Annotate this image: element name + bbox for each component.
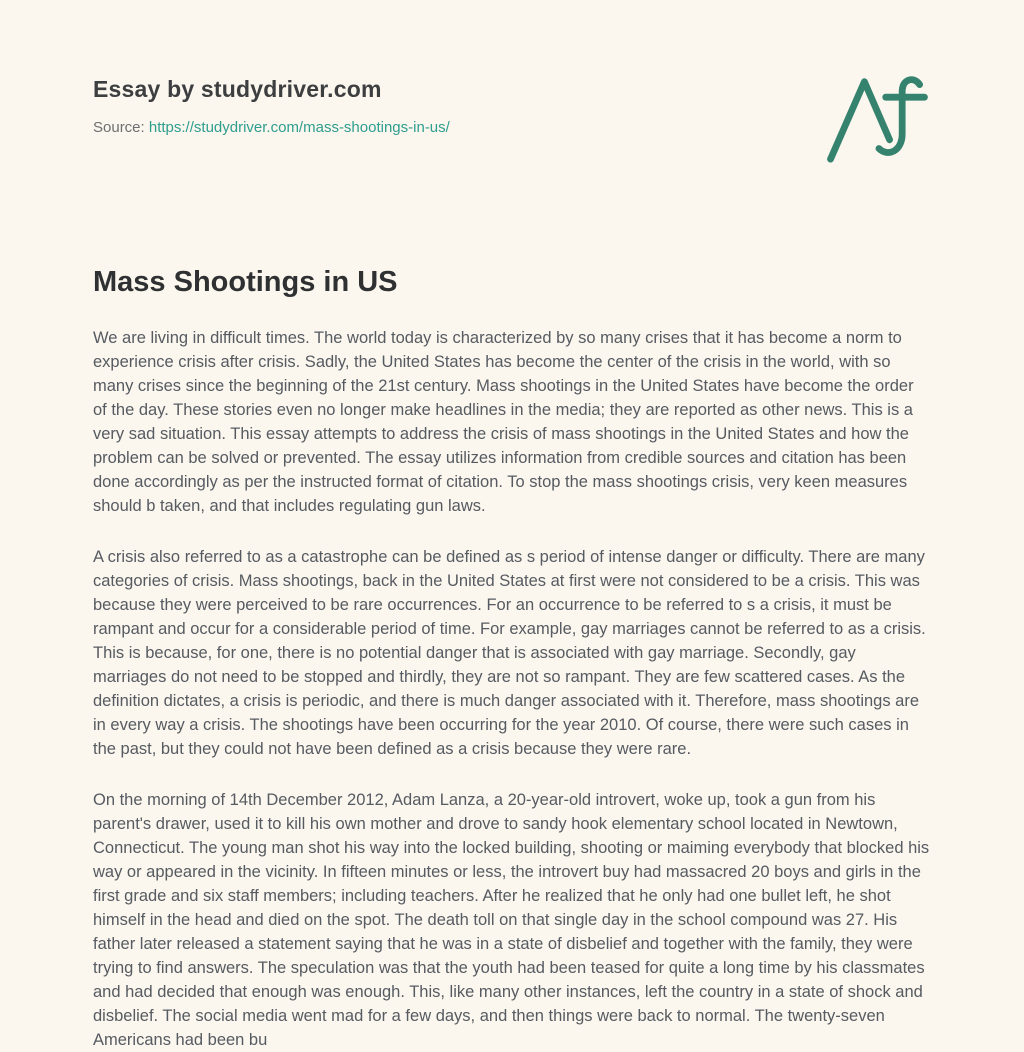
studydriver-logo-icon — [823, 72, 931, 164]
header-text-block — [93, 76, 450, 136]
essay-paragraph-1: We are living in difficult times. The world today is characterized by so many crises that it has become a norm to experience crisis after crisis. Sadly, the United States has become the center of the crisis in the world, with so many crises since the beginning of the 21st century. Mass shootings in the United States have become the order of the day. These stories even no longer make headlines in the media; they are reported as other news. This is a very sad situation. This essay attempts to address the crisis of mass shootings in the United States and how the problem can be solved or prevented. The essay utilizes information from credible sources and citation has been done accordingly as per the instructed format of citation. To stop the mass shootings crisis, very keen measures should b taken, and that includes regulating gun laws. — [93, 329, 914, 515]
essay-content — [93, 266, 931, 1052]
page-container — [93, 0, 931, 1052]
header — [93, 76, 931, 164]
site-heading: Essay by studydriver.com — [93, 76, 382, 102]
source-link[interactable]: https://studydriver.com/mass-shootings-in-us/ — [148, 119, 450, 136]
essay-title: Mass Shootings in US — [93, 266, 398, 298]
source-line — [93, 119, 450, 136]
essay-paragraph-3: On the morning of 14th December 2012, Adam Lanza, a 20-year-old introvert, woke up, took a gun from his parent's drawer, used it to kill his own mother and drove to sandy hook elementary school located in Newtown, Connecticut. The young man shot his way into the locked building, shooting or maiming everybody that blocked his way or appeared in the vicinity. In fifteen minutes or less, the introvert buy had massacred 20 boys and girls in the first grade and six staff members; including teachers. After he realized that he only had one bullet left, he shot himself in the head and died on the spot. The death toll on that single day in the school compound was 27. His father later released a statement saying that he was in a state of disbelief and together with the family, they were trying to find answers. The speculation was that the youth had been teased for quite a long time by his classmates and had decided that enough was enough. This, like many other instances, left the country in a state of shock and disbelief. The social media went mad for a few days, and then things were back to normal. The twenty-seven Americans had been bu — [93, 791, 930, 1049]
source-label: Source: — [93, 119, 145, 136]
essay-paragraph-2: A crisis also referred to as a catastrophe can be defined as s period of intense danger or difficulty. There are many categories of crisis. Mass shootings, back in the United States at first were not considered to be a crisis. This was because they were perceived to be rare occurrences. For an occurrence to be referred to s a crisis, it must be rampant and occur for a considerable period of time. For example, gay marriages cannot be referred to as a crisis. This is because, for one, there is no potential danger that is associated with gay marriage. Secondly, gay marriages do not need to be stopped and thirdly, they are not so rampant. They are few scattered cases. As the definition dictates, a crisis is periodic, and there is much danger associated with it. Therefore, mass shootings are in every way a crisis. The shootings have been occurring for the year 2010. Of course, there were such cases in the past, but they could not have been defined as a crisis because they were rare. — [93, 548, 926, 758]
